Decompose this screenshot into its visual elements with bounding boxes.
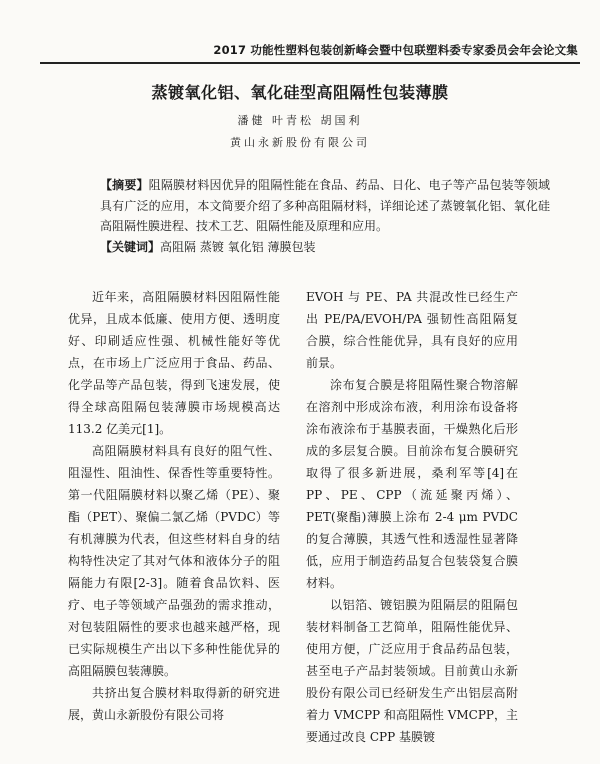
abstract-text: 阻隔膜材料因优异的阻隔性能在食品、药品、日化、电子等产品包装等领域具有广泛的应用，本文简要介绍了多种高阻隔材料，详细论述了蒸镀氧化铝、氧化硅高阻隔性膜进程、技术工艺、阻隔性能及原理和应用。 [100,178,550,233]
body-paragraph: 近年来，高阻隔膜材料因阻隔性能优异，且成本低廉、使用方便、透明度好、印刷适应性强、机械性能好等优点，在市场上广泛应用于食品、药品、化学品等产品包装，得到飞速发展，使得全球高阻隔包装薄膜市场规模高达 113.2 亿美元[1]。 [68,290,280,436]
body-paragraph: 涂布复合膜是将阻隔性聚合物溶解在溶剂中形成涂布液，利用涂布设备将涂布液涂布于基膜表面，干燥熟化后形成的多层复合膜。目前涂布复合膜研究取得了很多新进展，桑利军等[4]在 PP、PE、CPP（流延聚丙烯）、PET(聚酯)薄膜上涂布 2-4 μm PVDC 的复合薄膜，其透气性和透湿性显著降低，应用于制造药品复合包装袋复合膜材料。 [306,378,518,590]
article-affiliation: 黄山永新股份有限公司 [230,136,370,149]
body-paragraph: 高阻隔膜材料具有良好的阻气性、阻湿性、阻油性、保香性等重要特性。第一代阻隔膜材料以聚乙烯（PE）、聚酯（PET）、聚偏二氯乙烯（PVDC）等有机薄膜为代表，但这些材料自身的结构特性决定了其对气体和液体分子的阻隔能力有限[2-3]。随着食品饮料、医疗、电子等领域产品强劲的需求推动，对包装阻隔性的要求也越来越严格，现已实际规模生产出以下多种性能优异的高阻隔膜包装薄膜。 [68,444,280,678]
body-paragraph: EVOH 与 PE、PA 共混改性已经生产出 PE/PA/EVOH/PA 强韧性高阻隔复合膜，综合性能优异，具有良好的应用前景。 [306,290,518,370]
article-title: 蒸镀氧化铝、氧化硅型高阻隔性包装薄膜 [151,83,449,102]
article-authors: 潘健 叶青松 胡国利 [237,114,363,127]
keywords-label: 【关键词】 [100,240,161,254]
abstract [100,175,550,237]
keywords-text: 高阻隔 蒸镀 氧化铝 薄膜包装 [160,240,316,254]
body-paragraph: 共挤出复合膜材料取得新的研究进展，黄山永新股份有限公司将 [68,686,280,722]
header-rule [40,62,580,64]
keywords [100,237,550,257]
abstract-label: 【摘要】 [100,178,149,192]
body-paragraph: 以铝箔、镀铝膜为阻隔层的阻隔包装材料制备工艺简单，阻隔性能优异、使用方便，广泛应用于食品药品包装，甚至电子产品封装领域。目前黄山永新股份有限公司已经研发生产出铝层高附着力 VMCPP 和高阻隔性 VMCPP，主要通过改良 CPP 基膜镀 [306,598,519,744]
body-column-right [306,286,518,748]
running-head: 2017 功能性塑料包装创新峰会暨中包联塑料委专家委员会年会论文集 [213,43,578,57]
body-column-left [68,286,280,726]
